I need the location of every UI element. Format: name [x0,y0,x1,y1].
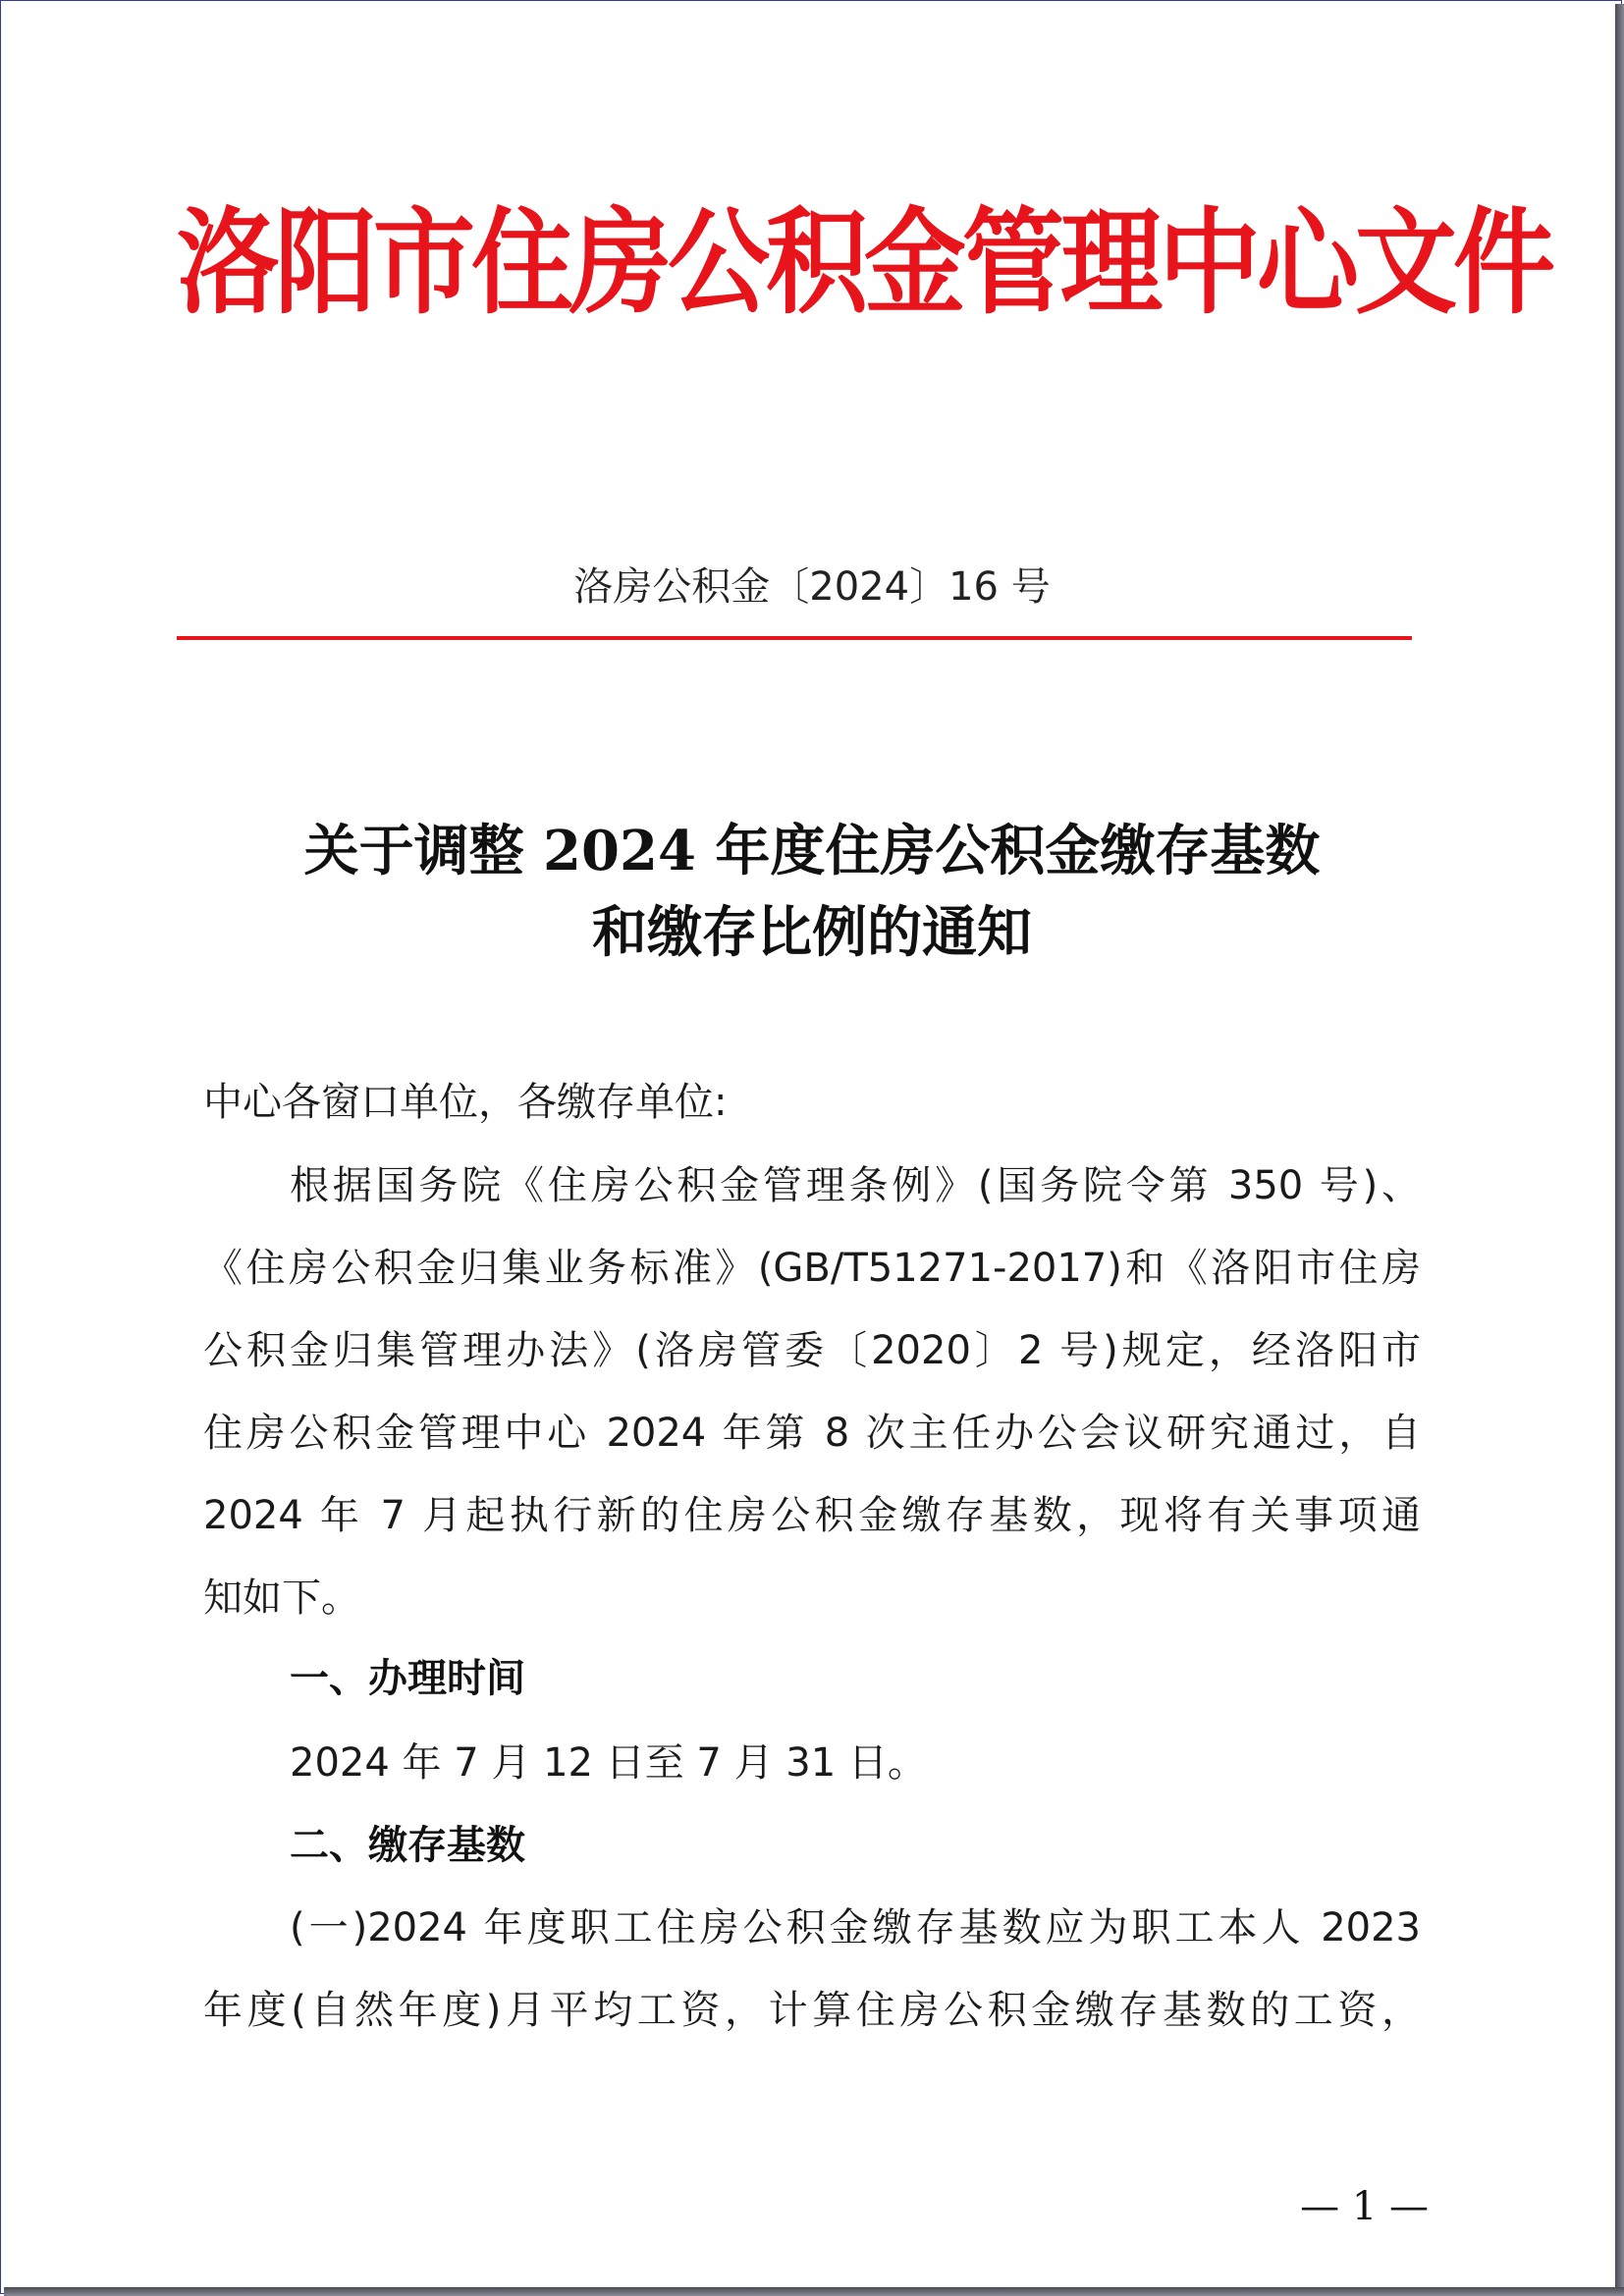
notice-title-line-2: 和缴存比例的通知 [592,900,1032,965]
section-1-text: 2024 年 7 月 12 日至 7 月 31 日。 [290,1740,927,1786]
paragraph-1-line-2: 《住房公积金归集业务标准》(GB/T51271-2017)和《洛阳市住房 [203,1246,1421,1291]
section-2-line-1: (一)2024 年度职工住房公积金缴存基数应为职工本人 2023 [290,1905,1421,1950]
red-separator-line [177,636,1412,640]
page-shadow-bottom [4,2287,1624,2296]
section-1-heading: 一、办理时间 [290,1656,525,1701]
section-2-line-2: 年度(自然年度)月平均工资，计算住房公积金缴存基数的工资， [203,1988,1421,2033]
document-number: 洛房公积金〔2024〕16 号 [573,564,1051,610]
paragraph-1-line-3: 公积金归集管理办法》(洛房管委〔2020〕2 号)规定，经洛阳市 [203,1328,1421,1373]
paragraph-1-line-5: 2024 年 7 月起执行新的住房公积金缴存基数，现将有关事项通 [203,1493,1421,1538]
issuer-title: 洛阳市住房公积金管理中心文件 [177,195,1552,331]
section-2-heading: 二、缴存基数 [290,1823,525,1868]
notice-title-line-1: 关于调整 2024 年度住房公积金缴存基数 [303,819,1321,883]
paragraph-1-line-6: 知如下。 [203,1575,360,1621]
page-shadow-right [1615,4,1624,2296]
paragraph-1-line-1: 根据国务院《住房公积金管理条例》(国务院令第 350 号)、 [290,1163,1421,1208]
salutation: 中心各窗口单位，各缴存单位: [203,1080,728,1125]
page-number: — 1 — [1300,2184,1429,2229]
paragraph-1-line-4: 住房公积金管理中心 2024 年第 8 次主任办公会议研究通过，自 [203,1411,1421,1456]
